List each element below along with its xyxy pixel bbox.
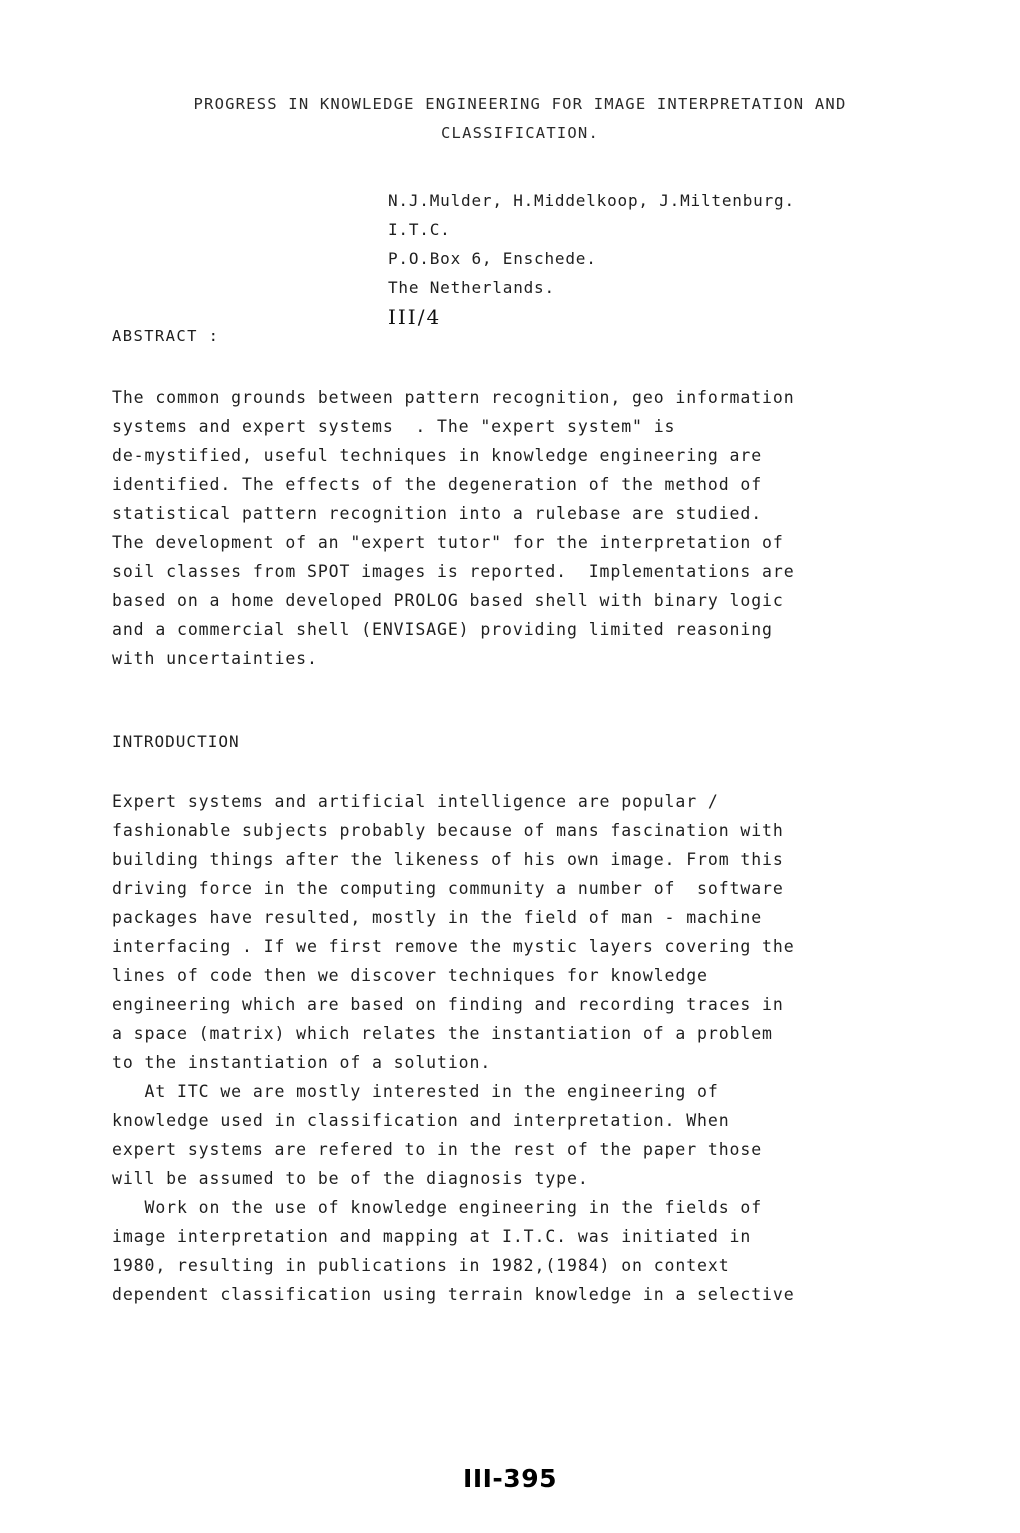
author-block [388,186,795,330]
paper-title-line-2: CLASSIFICATION. [441,124,599,142]
introduction-line: lines of code then we discover techniques for knowledge [112,966,708,985]
introduction-line: packages have resulted, mostly in the field of man - machine [112,908,763,927]
paper-title-line-1: PROGRESS IN KNOWLEDGE ENGINEERING FOR IMAGE INTERPRETATION AND [193,95,847,113]
introduction-line: building things after the likeness of his own image. From this [112,850,784,869]
handwritten-note: III/4 [388,305,442,329]
abstract-line: The development of an "expert tutor" for the interpretation of [112,533,784,552]
author-names: N.J.Mulder, H.Middelkoop, J.Miltenburg. [388,191,795,210]
postal-address: P.O.Box 6, Enschede. [388,249,597,268]
abstract-line: The common grounds between pattern recognition, geo information [112,388,795,407]
abstract-line: and a commercial shell (ENVISAGE) providing limited reasoning [112,620,773,639]
introduction-line: knowledge used in classification and interpretation. When [112,1111,730,1130]
abstract-line: based on a home developed PROLOG based shell with binary logic [112,591,784,610]
introduction-body [112,787,942,1309]
page-number: III-395 [463,1464,557,1493]
introduction-line: a space (matrix) which relates the instantiation of a problem [112,1024,773,1043]
country: The Netherlands. [388,278,555,297]
introduction-line: image interpretation and mapping at I.T.C. was initiated in [112,1227,752,1246]
introduction-line: Expert systems and artificial intelligence are popular / [112,792,719,811]
abstract-line: de-mystified, useful techniques in knowledge engineering are [112,446,763,465]
introduction-line: interfacing . If we first remove the mystic layers covering the [112,937,795,956]
section-heading-introduction: INTRODUCTION [112,732,240,751]
introduction-line: engineering which are based on finding and recording traces in [112,995,784,1014]
abstract-label: ABSTRACT : [112,327,220,345]
abstract-line: with uncertainties. [112,649,318,668]
introduction-line: fashionable subjects probably because of mans fascination with [112,821,784,840]
introduction-line: to the instantiation of a solution. [112,1053,492,1072]
introduction-line: will be assumed to be of the diagnosis type. [112,1169,589,1188]
introduction-line: expert systems are refered to in the rest of the paper those [112,1140,763,1159]
abstract-line: statistical pattern recognition into a rulebase are studied. [112,504,763,523]
introduction-line: dependent classification using terrain knowledge in a selective [112,1285,795,1304]
abstract-line: identified. The effects of the degeneration of the method of [112,475,763,494]
introduction-line: Work on the use of knowledge engineering in the fields of [112,1198,763,1217]
abstract-line: systems and expert systems . The "expert system" is [112,417,676,436]
introduction-line: driving force in the computing community a number of software [112,879,784,898]
institute: I.T.C. [388,220,451,239]
abstract-line: soil classes from SPOT images is reported. Implementations are [112,562,795,581]
introduction-line: 1980, resulting in publications in 1982,(1984) on context [112,1256,730,1275]
introduction-line: At ITC we are mostly interested in the engineering of [112,1082,719,1101]
abstract-body [112,383,942,673]
